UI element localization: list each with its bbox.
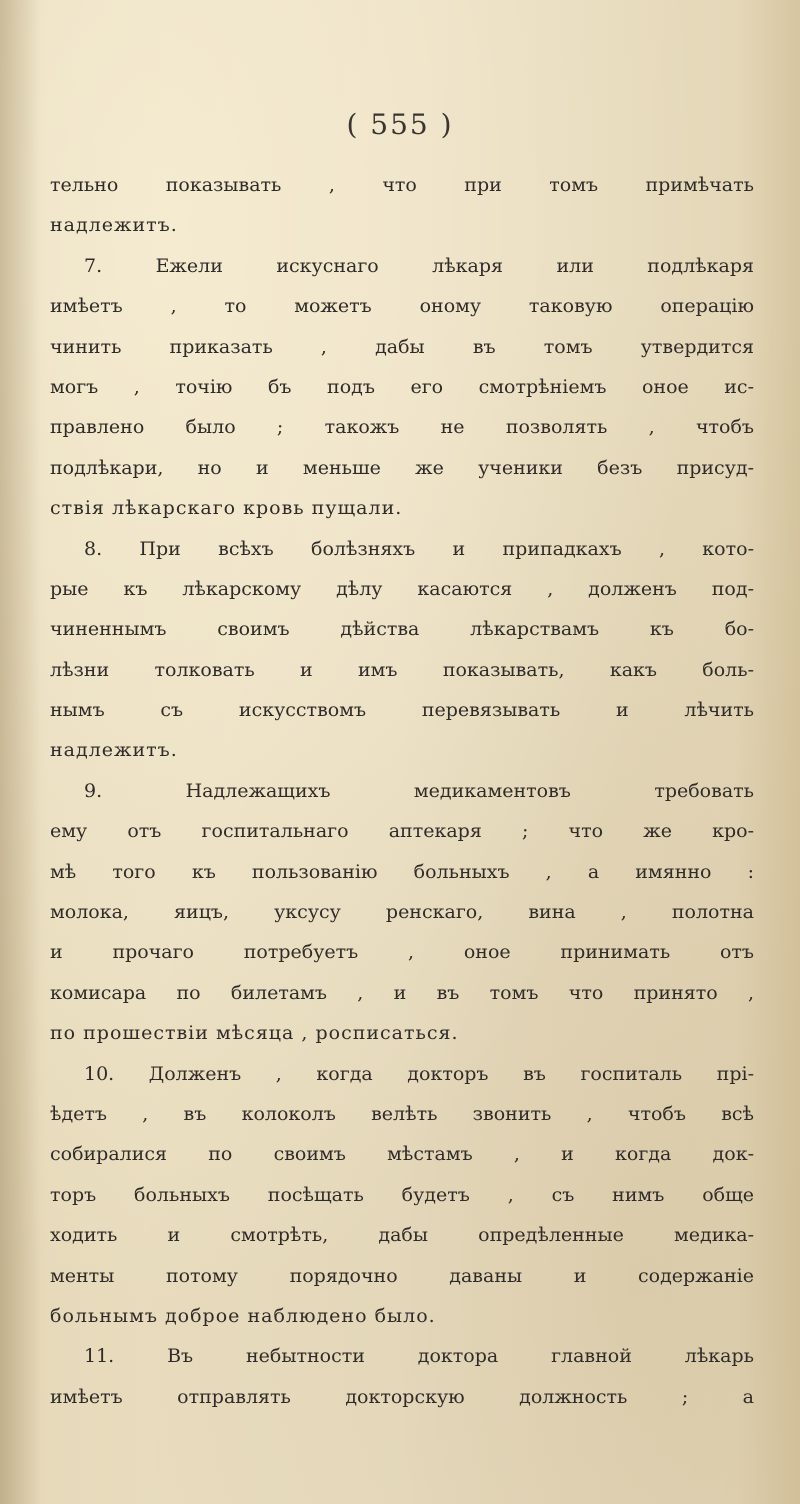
- text-line: ѣдетъ , въ колоколъ велѣть звонить , чтобъ всѣ: [50, 1102, 754, 1125]
- page-number: ( 555 ): [346, 108, 454, 141]
- text-line: лѣзни толковать и имъ показывать, какъ боль-: [50, 658, 754, 681]
- text-line: молока, яицъ, уксусу ренскаго, вина , полотна: [50, 901, 754, 924]
- body-text: [50, 165, 754, 1417]
- text-line: подлѣкари, но и меньше же ученики безъ присуд-: [50, 456, 754, 479]
- text-line: рые къ лѣкарскому дѣлу касаются , долженъ под-: [50, 577, 754, 600]
- text-line: 7. Ежели искуснаго лѣкаря или подлѣкаря: [84, 254, 754, 277]
- text-line: имѣетъ отправлять докторскую должность ; а: [50, 1385, 754, 1408]
- text-line: мѣ того къ пользованію больныхъ , а имянно :: [50, 860, 754, 883]
- text-line: ходить и смотрѣть, дабы опредѣленные медика-: [50, 1224, 754, 1247]
- text-line: могъ , точію бъ подъ его смотрѣніемъ оное ис-: [50, 375, 754, 398]
- text-line: имѣетъ , то можетъ оному таковую операцію: [50, 295, 754, 318]
- text-line: комисара по билетамъ , и въ томъ что принято ,: [50, 981, 754, 1004]
- text-line: ему отъ госпитальнаго аптекаря ; что же кро-: [50, 820, 754, 843]
- text-line: 8. При всѣхъ болѣзняхъ и припадкахъ , кото-: [84, 537, 754, 560]
- text-line: менты потому порядочно даваны и содержаніе: [50, 1264, 754, 1287]
- text-line: надлежитъ.: [50, 214, 178, 237]
- text-line: чинить приказать , дабы въ томъ утвердится: [50, 335, 754, 358]
- text-line: ствія лѣкарскаго кровь пущали.: [50, 497, 403, 520]
- text-line: чиненнымъ своимъ дѣйства лѣкарствамъ къ бо-: [50, 618, 754, 641]
- text-line: торъ больныхъ посѣщать будетъ , съ нимъ обще: [50, 1183, 754, 1206]
- text-line: 9. Надлежащихъ медикаментовъ требовать: [84, 779, 754, 802]
- text-line: нымъ съ искусствомъ перевязывать и лѣчить: [50, 699, 754, 722]
- text-line: тельно показывать , что при томъ примѣчать: [50, 174, 754, 196]
- text-line: больнымъ доброе наблюдено было.: [50, 1304, 436, 1327]
- text-line: по прошествіи мѣсяца , росписаться.: [50, 1022, 459, 1045]
- text-line: собиралися по своимъ мѣстамъ , и когда док-: [50, 1143, 754, 1166]
- text-line: и прочаго потребуетъ , оное принимать отъ: [50, 941, 754, 964]
- text-line: правлено было ; такожъ не позволять , чтобъ: [50, 416, 754, 439]
- text-line: 10. Долженъ , когда докторъ въ госпиталь прі-: [84, 1062, 754, 1085]
- text-line: надлежитъ.: [50, 739, 178, 762]
- text-line: 11. Въ небытности доктора главной лѣкарь: [84, 1345, 754, 1368]
